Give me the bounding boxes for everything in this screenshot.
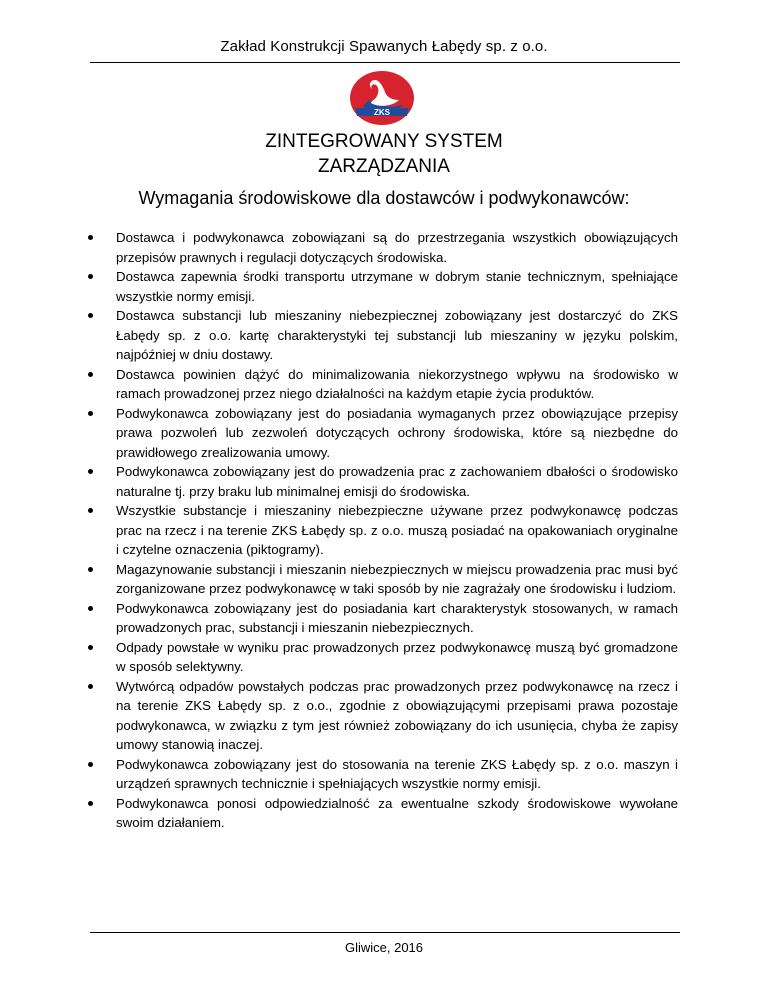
list-item (88, 599, 678, 638)
bullet-icon (88, 567, 93, 572)
footer-divider (90, 932, 680, 933)
list-item-text: Podwykonawca zobowiązany jest do posiadania wymaganych przez obowiązujące przepisy prawa pozwoleń lub zezwoleń dotyczących ochrony środowiska, które są niezbędne do prawidłowego zrealizowania umowy. (116, 405, 678, 460)
page-title (0, 129, 768, 179)
list-item-text: Podwykonawca zobowiązany jest do prowadzenia prac z zachowaniem dbałości o środowisko naturalne tj. przy braku lub minimalnej emisji do środowiska. (116, 464, 678, 499)
bullet-icon (88, 801, 93, 806)
list-item-text: Podwykonawca ponosi odpowiedzialność za ewentualne szkody środowiskowe wywołane swoim działaniem. (116, 795, 678, 830)
list-item-text: Dostawca substancji lub mieszaniny niebezpiecznej zobowiązany jest dostarczyć do ZKS Łabędy sp. z o.o. kartę charakterystyki tej substancji lub mieszaniny w języku polskim, najpóźniej w dniu dostawy. (116, 308, 678, 362)
section-heading: Wymagania środowiskowe dla dostawców i podwykonawców: (138, 188, 630, 208)
logo-text: ZKS (374, 108, 390, 117)
list-item (88, 794, 678, 833)
bullet-icon (88, 606, 93, 611)
list-item-text: Dostawca zapewnia środki transportu utrzymane w dobrym stanie technicznym, spełniające wszystkie normy emisji. (116, 269, 678, 304)
list-item (88, 638, 678, 677)
list-item (88, 677, 678, 755)
zks-swan-logo-icon (349, 70, 415, 126)
bullet-icon (88, 645, 93, 650)
page-title-line-1: ZINTEGROWANY SYSTEM (265, 131, 503, 152)
header-divider (90, 62, 680, 63)
list-item-text: Wytwórcą odpadów powstałych podczas prac prowadzonych przez podwykonawcę na rzecz i na terenie ZKS Łabędy sp. z o.o., zgodnie z obowiązującymi przepisami prawa pozostaje podwykonawca, w związku z tym jest również zobowiązany do ich usunięcia, chyba że zapisy umowy stanowią inaczej. (116, 678, 678, 752)
bullet-icon (88, 762, 93, 767)
bullet-icon (88, 508, 93, 513)
list-item (88, 306, 678, 365)
list-item-text: Wszystkie substancje i mieszaniny niebezpieczne używane przez podwykonawcę podczas prac na rzecz i na terenie ZKS Łabędy sp. z o.o. muszą posiadać na opakowaniach oryginalne i czytelne oznaczenia (piktogramy). (116, 503, 678, 557)
page-header-company: Zakład Konstrukcji Spawanych Łabędy sp. z o.o. (220, 38, 548, 55)
list-item-text: Magazynowanie substancji i mieszanin niebezpiecznych w miejscu prowadzenia prac musi być zorganizowane przez podwykonawcę w taki sposób by nie zagrażały one środowisku i ludziom. (116, 561, 678, 596)
list-item (88, 462, 678, 501)
list-item (88, 267, 678, 306)
list-item-text: Odpady powstałe w wyniku prac prowadzonych przez podwykonawcę muszą być gromadzone w sposób selektywny. (116, 639, 678, 674)
list-item-text: Dostawca powinien dążyć do minimalizowania niekorzystnego wpływu na środowisko w ramach prowadzonej przez niego działalności na każdym etapie życia produktów. (116, 366, 678, 401)
list-item-text: Podwykonawca zobowiązany jest do posiadania kart charakterystyk stosowanych, w ramach prowadzonych prac, substancji i mieszanin niebezpiecznych. (116, 600, 678, 635)
bullet-icon (88, 469, 93, 474)
list-item-text: Dostawca i podwykonawca zobowiązani są do przestrzegania wszystkich obowiązujących przepisów prawnych i regulacji dotyczących środowiska. (116, 230, 678, 265)
list-item (88, 560, 678, 599)
list-item (88, 228, 678, 267)
list-item-text: Podwykonawca zobowiązany jest do stosowania na terenie ZKS Łabędy sp. z o.o. maszyn i urządzeń sprawnych technicznie i spełniających wszystkie normy emisji. (116, 756, 678, 791)
bullet-icon (88, 235, 93, 240)
bullet-icon (88, 411, 93, 416)
list-item (88, 501, 678, 560)
list-item (88, 365, 678, 404)
page-title-line-2: ZARZĄDZANIA (318, 156, 450, 177)
list-item (88, 404, 678, 463)
bullet-icon (88, 684, 93, 689)
page-footer: Gliwice, 2016 (344, 940, 424, 955)
bullet-icon (88, 372, 93, 377)
company-logo (349, 70, 415, 126)
requirements-list (88, 228, 678, 833)
bullet-icon (88, 274, 93, 279)
list-item (88, 755, 678, 794)
bullet-icon (88, 313, 93, 318)
